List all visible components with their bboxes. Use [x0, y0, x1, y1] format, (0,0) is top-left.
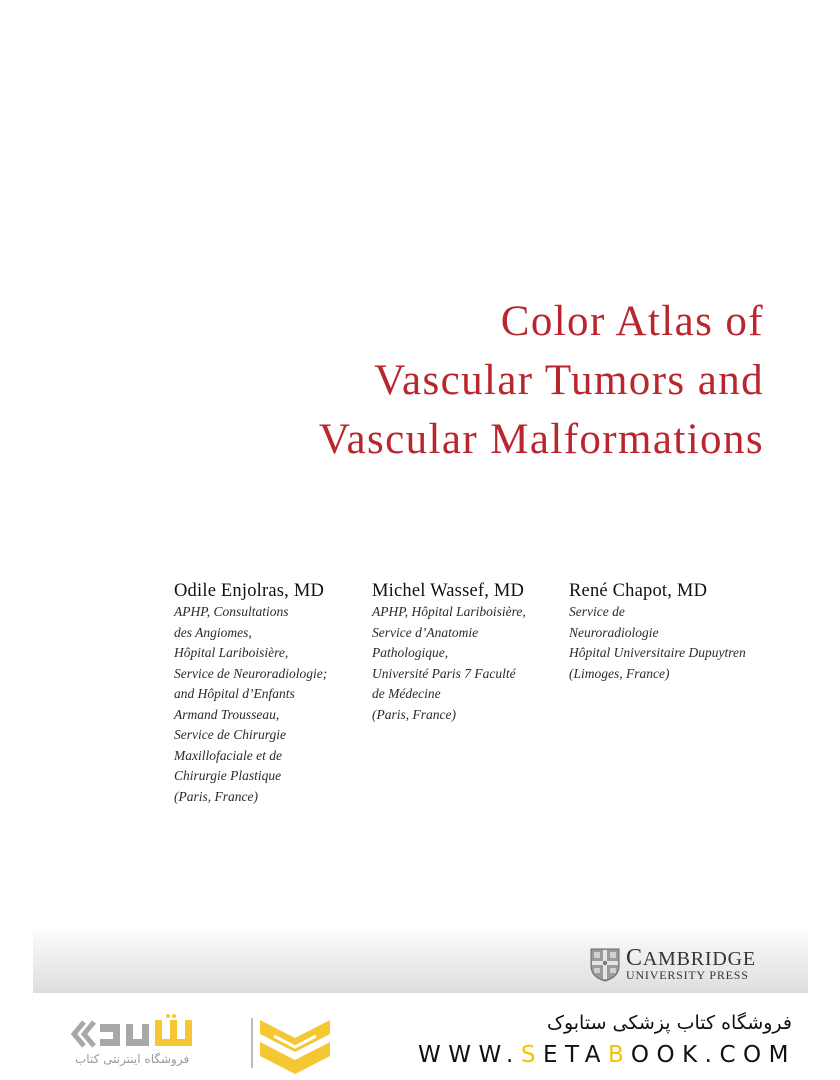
author-name: Michel Wassef, MD [372, 581, 525, 601]
affiliation-line: APHP, Consultations [174, 604, 289, 619]
affiliation-line: Chirurgie Plastique [174, 768, 282, 783]
affiliation-line: Service d’Anatomie [372, 624, 479, 640]
website-url[interactable]: WWW.SETABOOK.COM [417, 1042, 796, 1068]
affiliation-line: APHP, Hôpital Lariboisière, [372, 604, 526, 619]
affiliation-line: Pathologique, [372, 645, 449, 660]
affiliation-line: Hôpital Lariboisière, [174, 645, 289, 660]
affiliation-line: Hôpital Universitaire Dupuytren [569, 645, 746, 660]
book-title [319, 292, 764, 469]
affiliation-line: Service de Chirurgie [174, 727, 286, 742]
logo-subtitle: فروشگاه اینترنتی کتاب [75, 1052, 190, 1066]
title-line-1: Color Atlas of [500, 298, 764, 345]
title-line-2: Vascular Tumors and [374, 357, 764, 404]
persian-store-title: فروشگاه کتاب پزشکی ستابوک [546, 1012, 792, 1034]
publisher-subtitle: UNIVERSITY PRESS [626, 968, 749, 982]
title-line-3: Vascular Malformations [318, 416, 764, 463]
author-chapot [569, 580, 746, 684]
affiliation-line: Université Paris 7 Faculté [372, 665, 516, 681]
watermark-text [418, 1010, 796, 1068]
author-wassef [372, 580, 526, 725]
affiliation-line: de Médecine [372, 686, 441, 701]
author-name: Odile Enjolras, MD [174, 581, 325, 601]
affiliation-line: (Paris, France) [174, 788, 258, 804]
publisher-name: CAMBRIDGE [626, 945, 756, 971]
affiliation-line: (Paris, France) [372, 706, 456, 722]
cambridge-crest-icon [590, 948, 620, 982]
affiliation-line: Armand Trousseau, [174, 706, 280, 722]
author-name: René Chapot, MD [569, 581, 708, 601]
affiliation-line: and Hôpital d’Enfants [174, 686, 295, 701]
affiliation-line: Neuroradiologie [569, 624, 659, 640]
author-enjolras [174, 580, 327, 807]
affiliation-line: Service de Neuroradiologie; [174, 665, 328, 681]
publisher-logo [590, 945, 756, 982]
affiliation-line: des Angiomes, [174, 624, 252, 640]
affiliation-line: (Limoges, France) [569, 665, 670, 681]
affiliation-line: Maxillofaciale et de [174, 747, 282, 763]
affiliation-line: Service de [569, 604, 625, 619]
